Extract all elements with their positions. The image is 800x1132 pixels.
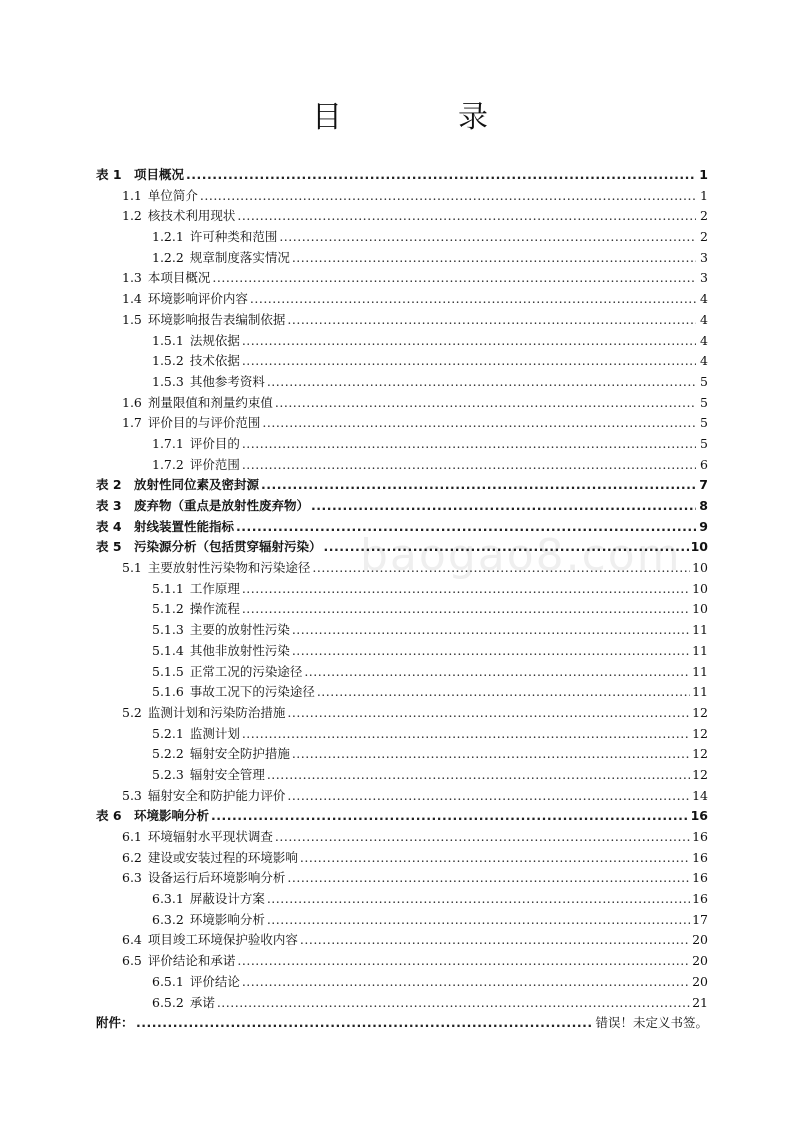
toc-entry-number: 1.2.2: [152, 249, 184, 265]
toc-entry[interactable]: [96, 806, 708, 827]
toc-entry-number: 5.2.2: [152, 746, 184, 762]
toc-entry-number: 5.1.5: [152, 663, 184, 679]
toc-entry[interactable]: [96, 496, 708, 517]
toc-dot-leader: [242, 331, 696, 352]
toc-entry-label: 监测计划和污染防治措施: [147, 704, 286, 720]
toc-entry-label: 主要放射性污染物和污染途径: [147, 560, 311, 576]
toc-entry[interactable]: [96, 641, 708, 662]
toc-dot-leader: [300, 848, 690, 869]
toc-dot-leader: [267, 889, 690, 910]
toc-dot-leader: [317, 682, 690, 703]
toc-entry[interactable]: [96, 744, 708, 765]
title-char-2: 录: [458, 100, 488, 135]
toc-entry[interactable]: [96, 537, 708, 558]
toc-entry[interactable]: [96, 827, 708, 848]
toc-entry-number: 1.3: [122, 270, 142, 286]
toc-entry-label: 屏蔽设计方案: [189, 891, 265, 907]
toc-entry-number: 表 3: [96, 498, 122, 513]
toc-dot-leader: [292, 744, 690, 765]
toc-entry-label: 承诺: [189, 994, 215, 1010]
toc-dot-leader: [212, 268, 696, 289]
toc-entry-number: 6.3.1: [152, 891, 184, 907]
toc-entry-page: 20: [692, 932, 708, 948]
toc-entry-label: 射线装置性能指标: [134, 518, 235, 534]
toc-entry-label: 其他参考资料: [189, 373, 265, 389]
toc-entry-page: 9: [699, 518, 708, 534]
toc-entry-page: 6: [700, 456, 708, 472]
title-char-1: 目: [312, 100, 342, 135]
toc-entry[interactable]: [96, 786, 708, 807]
toc-entry-page: 2: [700, 229, 708, 245]
toc-entry[interactable]: [96, 393, 708, 414]
toc-entry-number: 6.3: [122, 870, 142, 886]
toc-entry-number: 1.5.2: [152, 353, 184, 369]
toc-entry[interactable]: [96, 475, 708, 496]
toc-entry-label: 环境辐射水平现状调查: [147, 829, 273, 844]
toc-entry-label: 环境影响报告表编制依据: [147, 311, 286, 327]
toc-entry-number: 5.1.3: [152, 622, 184, 638]
toc-entry[interactable]: [96, 331, 708, 352]
toc-entry-label: 辐射安全和防护能力评价: [147, 787, 286, 803]
toc-dot-leader: [236, 517, 696, 538]
toc-dot-leader: [287, 703, 690, 724]
toc-dot-leader: [242, 434, 696, 455]
toc-entry-label: 辐射安全管理: [189, 766, 265, 782]
toc-entry-number: 表 6: [96, 808, 122, 824]
toc-entry-label: 剂量限值和剂量约束值: [147, 394, 273, 410]
toc-entry-label: 操作流程: [189, 601, 240, 617]
toc-entry-label: 评价结论: [189, 973, 240, 989]
toc-entry-page: 11: [692, 642, 708, 658]
toc-entry-label: 建设或安装过程的环境影响: [147, 849, 298, 865]
toc-entry-number: 5.1.4: [152, 642, 184, 658]
toc-entry-number: 5.1.6: [152, 684, 184, 700]
toc-entry-page: 1: [699, 167, 708, 182]
toc-dot-leader: [242, 351, 696, 372]
toc-entry-number: 5.2: [122, 704, 142, 720]
toc-entry-label: 技术依据: [189, 353, 240, 369]
toc-entry-page: 1: [700, 187, 708, 203]
toc-entry-label: 放射性同位素及密封源: [134, 477, 260, 493]
toc-entry-page: 12: [692, 766, 708, 782]
toc-entry[interactable]: [96, 351, 708, 372]
toc-entry-page: 16: [692, 849, 708, 865]
toc-entry[interactable]: [96, 724, 708, 745]
toc-entry[interactable]: [96, 248, 708, 269]
toc-entry-number: 6.3.2: [152, 911, 184, 927]
toc-entry[interactable]: [96, 455, 708, 476]
toc-entry-number: 表 4: [96, 518, 122, 534]
toc-dot-leader: [261, 475, 696, 496]
toc-dot-leader: [300, 930, 690, 951]
toc-entry[interactable]: [96, 951, 708, 972]
toc-entry-label: 主要的放射性污染: [189, 622, 290, 638]
toc-entry-number: 6.5: [122, 953, 142, 969]
toc-entry-number: 1.5: [122, 311, 142, 327]
toc-entry[interactable]: [96, 517, 708, 538]
toc-dot-leader: [275, 827, 690, 848]
toc-entry[interactable]: [96, 413, 708, 434]
toc-entry[interactable]: [96, 910, 708, 931]
toc-dot-leader: [279, 227, 696, 248]
toc-entry[interactable]: [96, 889, 708, 910]
toc-entry-label: 项目竣工环境保护验收内容: [147, 932, 298, 948]
toc-entry-number: 5.3: [122, 787, 142, 803]
toc-entry-label: 法规依据: [189, 332, 240, 348]
toc-entry-page: 3: [700, 270, 708, 286]
toc-entry[interactable]: [96, 620, 708, 641]
toc-entry-number: 表 5: [96, 539, 122, 555]
toc-entry-label: 工作原理: [189, 580, 240, 596]
toc-entry-page: 12: [692, 704, 708, 720]
toc-dot-leader: [242, 579, 690, 600]
toc-entry-label: 环境影响分析: [134, 808, 210, 824]
toc-entry-label: 评价结论和承诺: [147, 953, 236, 969]
toc-entry[interactable]: [96, 186, 708, 207]
table-of-contents: [96, 165, 708, 1034]
toc-entry-number: 6.1: [122, 829, 142, 844]
toc-dot-leader: [311, 496, 696, 517]
toc-entry[interactable]: [96, 682, 708, 703]
toc-dot-leader: [242, 455, 696, 476]
watermark: baogao8.com: [360, 530, 682, 581]
toc-dot-leader: [242, 972, 690, 993]
toc-entry-number: 5.1.1: [152, 580, 184, 596]
toc-entry-page: 10: [692, 560, 708, 576]
toc-dot-leader: [275, 393, 696, 414]
toc-entry-number: 6.4: [122, 932, 142, 948]
toc-entry-page: 10: [690, 539, 708, 555]
toc-entry-number: 1.2.1: [152, 229, 184, 245]
toc-entry-number: 1.1: [122, 187, 142, 203]
toc-dot-leader: [267, 372, 696, 393]
toc-entry[interactable]: [96, 434, 708, 455]
toc-entry-page: 16: [690, 808, 708, 824]
toc-dot-leader: [200, 186, 696, 207]
toc-entry-number: 1.7.2: [152, 456, 184, 472]
toc-entry[interactable]: [96, 972, 708, 993]
toc-entry-page: 5: [700, 435, 708, 451]
toc-entry-page: 5: [700, 415, 708, 431]
toc-dot-leader: [237, 206, 696, 227]
toc-entry-label: 许可种类和范围: [189, 229, 278, 245]
toc-entry[interactable]: [96, 289, 708, 310]
toc-dot-leader: [292, 641, 690, 662]
toc-dot-leader: [287, 786, 690, 807]
toc-entry-label: 环境影响分析: [189, 911, 265, 927]
toc-entry-page: 20: [692, 973, 708, 989]
toc-entry-page: 10: [692, 580, 708, 596]
toc-entry-number: 表 2: [96, 477, 122, 493]
toc-entry-page: 8: [699, 498, 708, 513]
toc-entry-number: 1.2: [122, 208, 142, 224]
toc-entry-label: 项目概况: [134, 167, 185, 182]
toc-entry-number: 表 1: [96, 167, 122, 182]
toc-entry-label: 监测计划: [189, 725, 240, 741]
toc-dot-leader: [292, 248, 696, 269]
toc-entry-label: 规章制度落实情况: [189, 249, 290, 265]
toc-entry-label: 评价范围: [189, 456, 240, 472]
toc-entry-page: 4: [700, 353, 708, 369]
toc-entry-page: 5: [700, 373, 708, 389]
toc-entry[interactable]: [96, 579, 708, 600]
toc-entry-label: 单位简介: [147, 187, 198, 203]
toc-dot-leader: [250, 289, 696, 310]
toc-entry-number: 1.7: [122, 415, 142, 431]
toc-entry-page: 12: [692, 725, 708, 741]
toc-entry-page: 17: [692, 911, 708, 927]
toc-entry-page: 错误！未定义书签。: [595, 1015, 708, 1031]
toc-entry[interactable]: [96, 765, 708, 786]
toc-entry[interactable]: [96, 558, 708, 579]
toc-entry-number: 5.2.1: [152, 725, 184, 741]
toc-entry-label: 设备运行后环境影响分析: [147, 870, 286, 886]
toc-entry-page: 7: [699, 477, 708, 493]
toc-entry-page: 11: [692, 684, 708, 700]
toc-entry-number: 1.5.1: [152, 332, 184, 348]
toc-entry[interactable]: [96, 227, 708, 248]
toc-entry-number: 5.2.3: [152, 766, 184, 782]
toc-dot-leader: [267, 765, 690, 786]
toc-entry-number: 1.7.1: [152, 435, 184, 451]
toc-entry-label: 事故工况下的污染途径: [189, 684, 315, 700]
toc-entry-number: 6.5.2: [152, 994, 184, 1010]
toc-entry-number: 1.4: [122, 291, 142, 307]
toc-entry-label: 评价目的: [189, 435, 240, 451]
toc-dot-leader: [242, 724, 690, 745]
toc-entry[interactable]: [96, 703, 708, 724]
toc-entry-page: 16: [692, 829, 708, 844]
toc-entry-label: 本项目概况: [147, 270, 211, 286]
toc-entry-page: 21: [692, 994, 708, 1010]
toc-entry[interactable]: [96, 848, 708, 869]
toc-entry-label: 环境影响评价内容: [147, 291, 248, 307]
toc-dot-leader: [287, 310, 696, 331]
toc-dot-leader: [217, 993, 690, 1014]
toc-entry-page: 4: [700, 291, 708, 307]
toc-entry-label: 辐射安全防护措施: [189, 746, 290, 762]
toc-entry-number: 6.2: [122, 849, 142, 865]
toc-entry[interactable]: [96, 868, 708, 889]
toc-entry[interactable]: [96, 993, 708, 1014]
toc-entry-page: 4: [700, 332, 708, 348]
toc-dot-leader: [136, 1013, 593, 1034]
toc-entry-number: 5.1.2: [152, 601, 184, 617]
toc-entry-page: 3: [700, 249, 708, 265]
toc-dot-leader: [292, 620, 690, 641]
toc-entry-page: 10: [692, 601, 708, 617]
toc-entry-page: 11: [692, 622, 708, 638]
toc-entry-number: 1.5.3: [152, 373, 184, 389]
toc-entry-page: 16: [692, 870, 708, 886]
toc-entry[interactable]: [96, 310, 708, 331]
toc-entry-label: 核技术利用现状: [147, 208, 236, 224]
toc-dot-leader: [304, 662, 690, 683]
toc-entry-page: 2: [700, 208, 708, 224]
toc-entry[interactable]: [96, 165, 708, 186]
toc-entry[interactable]: [96, 206, 708, 227]
toc-dot-leader: [287, 868, 690, 889]
toc-entry-page: 12: [692, 746, 708, 762]
toc-entry-number: 1.6: [122, 394, 142, 410]
toc-entry[interactable]: [96, 599, 708, 620]
toc-entry-label: 其他非放射性污染: [189, 642, 290, 658]
toc-entry-number: 附件：: [96, 1015, 134, 1031]
toc-entry-label: 废弃物（重点是放射性废弃物）: [134, 498, 310, 513]
toc-entry-page: 4: [700, 311, 708, 327]
toc-entry-number: 6.5.1: [152, 973, 184, 989]
toc-dot-leader: [262, 413, 696, 434]
toc-dot-leader: [186, 165, 696, 186]
toc-entry-number: 5.1: [122, 560, 142, 576]
toc-entry-label: 污染源分析（包括贯穿辐射污染）: [134, 539, 322, 555]
toc-dot-leader: [324, 537, 689, 558]
toc-entry-page: 20: [692, 953, 708, 969]
toc-entry-page: 14: [692, 787, 708, 803]
toc-dot-leader: [267, 910, 690, 931]
toc-dot-leader: [312, 558, 690, 579]
toc-entry-page: 16: [692, 891, 708, 907]
toc-dot-leader: [211, 806, 689, 827]
toc-entry-label: 评价目的与评价范围: [147, 415, 261, 431]
toc-dot-leader: [242, 599, 690, 620]
toc-entry[interactable]: [96, 662, 708, 683]
toc-entry-label: 正常工况的污染途径: [189, 663, 303, 679]
toc-entry[interactable]: [96, 372, 708, 393]
toc-entry[interactable]: [96, 1013, 708, 1034]
toc-entry[interactable]: [96, 930, 708, 951]
toc-entry[interactable]: [96, 268, 708, 289]
toc-dot-leader: [237, 951, 690, 972]
toc-entry-page: 11: [692, 663, 708, 679]
toc-entry-page: 5: [700, 394, 708, 410]
